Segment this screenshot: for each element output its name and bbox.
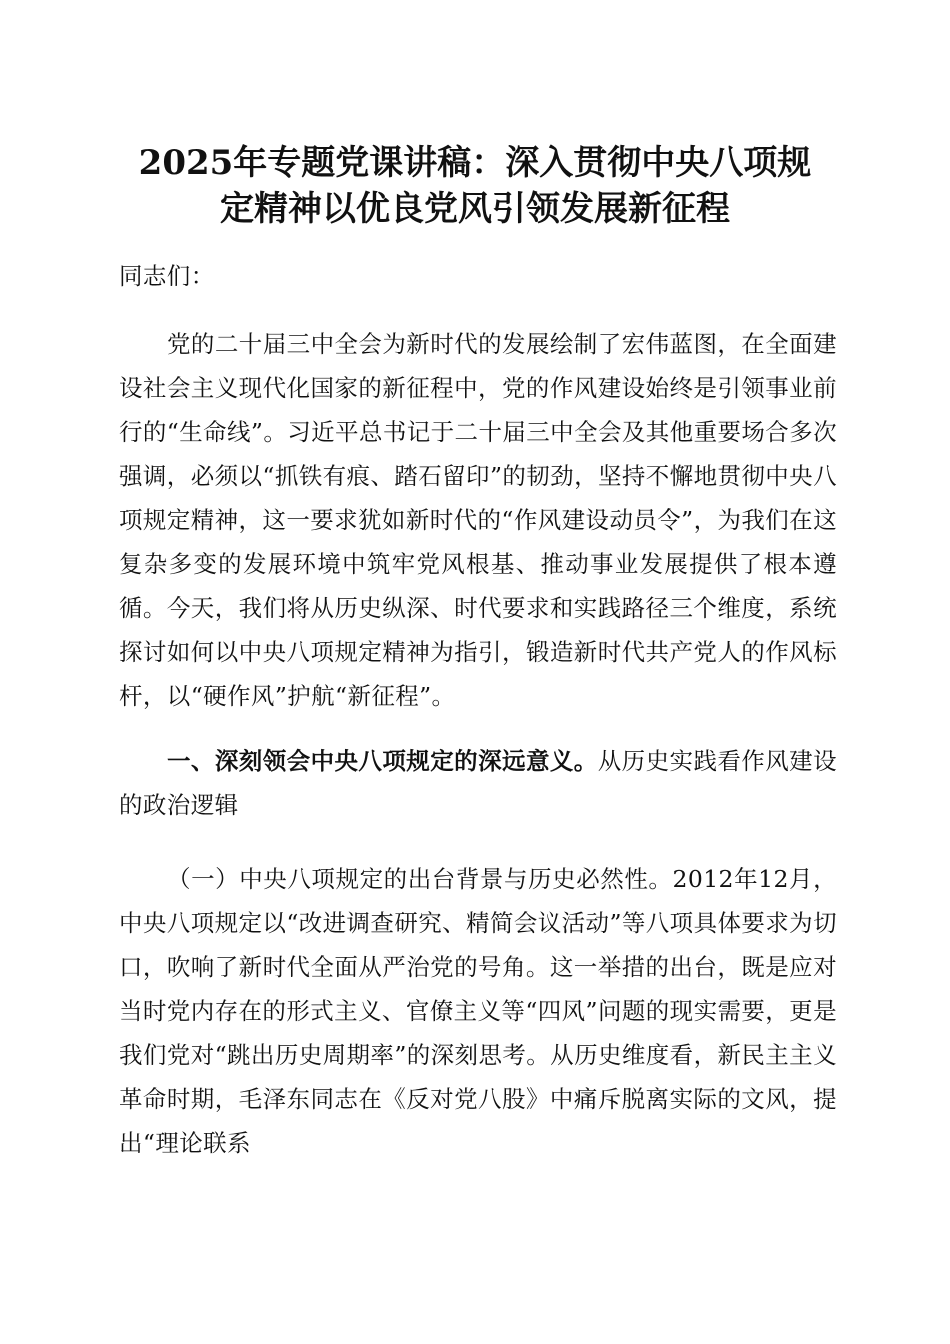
subsection-1-lead: （一）中央八项规定的出台背景与历史必然性。 — [167, 865, 673, 893]
greeting: 同志们： — [119, 262, 215, 290]
document-title-line-2: 定精神以优良党风引领发展新征程 — [220, 189, 730, 229]
section-1-heading-bold: 一、深刻领会中央八项规定的深远意义。 — [167, 747, 598, 775]
subsection-1-paragraph — [119, 857, 837, 1165]
opening-paragraph: 党的二十届三中全会为新时代的发展绘制了宏伟蓝图，在全面建设社会主义现代化国家的新征程中，党的作风建设始终是引领事业前行的“生命线”。习近平总书记于二十届三中全会及其他重要场合多次强调，必须以“抓铁有痕、踏石留印”的韧劲，坚持不懈地贯彻中央八项规定精神，这一要求犹如新时代的“作风建设动员令”，为我们在这复杂多变的发展环境中筑牢党风根基、推动事业发展提供了根本遵循。今天，我们将从历史纵深、时代要求和实践路径三个维度，系统探讨如何以中央八项规定精神为指引，锻造新时代共产党人的作风标杆，以“硬作风”护航“新征程”。 — [119, 330, 837, 710]
section-1-heading-rest: 从历史实践看作风建设的政治逻辑 — [119, 747, 837, 819]
section-1-heading — [119, 739, 837, 827]
document-title-line-1: 2025年专题党课讲稿：深入贯彻中央八项规 — [138, 143, 812, 183]
subsection-1-text: 2012年12月，中央八项规定以“改进调查研究、精简会议活动”等八项具体要求为切口，吹响了新时代全面从严治党的号角。这一举措的出台，既是应对当时党内存在的形式主义、官僚主义等“四风”问题的现实需要，更是我们党对“跳出历史周期率”的深刻思考。从历史维度看，新民主主义革命时期，毛泽东同志在《反对党八股》中痛斥脱离实际的文风，提出“理论联系 — [119, 865, 837, 1157]
